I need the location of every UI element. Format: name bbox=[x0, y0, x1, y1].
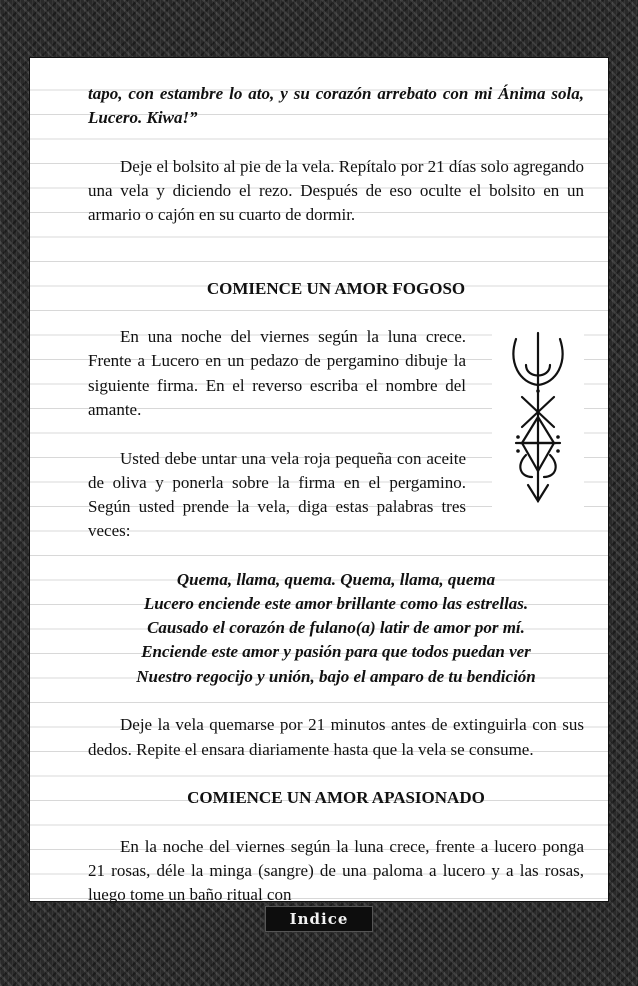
poem-line: Lucero enciende este amor brillante como las estrellas. bbox=[143, 594, 529, 614]
spell-closing-line: tapo, con estambre lo ato, y su corazón arrebato con mi Ánima sola, Lucero. Kiwa!” bbox=[88, 84, 584, 128]
spacer bbox=[88, 252, 584, 277]
veve-signature-icon bbox=[492, 325, 584, 521]
left-column bbox=[88, 325, 466, 543]
index-button[interactable]: Indice bbox=[265, 906, 373, 932]
ritual-paragraph-1: En una noche del viernes según la luna crece. Frente a Lucero en un pedazo de pergamino dibuje la siguiente firma. En el reverso escriba el nombre del amante. bbox=[88, 327, 466, 419]
instruction-paragraph: Deje el bolsito al pie de la vela. Repítalo por 21 días solo agregando una vela y diciendo el rezo. Después de eso oculte el bolsito en un armario o cajón en su cuarto de dormir. bbox=[88, 156, 584, 225]
incantation-poem bbox=[88, 568, 584, 689]
spacer bbox=[88, 228, 584, 253]
text-with-figure bbox=[88, 325, 584, 543]
spacer bbox=[88, 543, 584, 568]
ritual-paragraph-4: En la noche del viernes según la luna crece, frente a lucero ponga 21 rosas, déle la minga (sangre) de una paloma a lucero y a las rosas, luego tome un baño ritual con bbox=[88, 836, 584, 905]
document-page bbox=[30, 58, 608, 905]
spacer bbox=[88, 762, 584, 787]
spacer bbox=[88, 689, 584, 714]
spacer bbox=[88, 130, 584, 155]
poem-line: Causado el corazón de fulano(a) latir de amor por mí. bbox=[147, 618, 525, 638]
footer-nav bbox=[0, 906, 638, 932]
page-content bbox=[88, 82, 584, 908]
section-heading-amor-apasionado: COMIENCE UN AMOR APASIONADO bbox=[187, 788, 485, 808]
poem-line: Enciende este amor y pasión para que todos puedan ver bbox=[141, 642, 531, 662]
spacer bbox=[88, 301, 584, 326]
veve-signature-figure bbox=[492, 325, 584, 521]
poem-line: Quema, llama, quema. Quema, llama, quema bbox=[176, 569, 496, 589]
poem-line: Nuestro regocijo y unión, bajo el amparo de tu bendición bbox=[136, 666, 536, 686]
spacer bbox=[88, 422, 466, 447]
ritual-paragraph-2: Usted debe untar una vela roja pequeña con aceite de oliva y ponerla sobre la firma en el pergamino. Según usted prende la vela, diga estas palabras tres veces: bbox=[88, 448, 466, 541]
spacer bbox=[88, 810, 584, 835]
ritual-paragraph-3: Deje la vela quemarse por 21 minutos antes de extinguirla con sus dedos. Repite el ensara diariamente hasta que la vela se consume. bbox=[88, 715, 584, 759]
section-heading-amor-fogoso: COMIENCE UN AMOR FOGOSO bbox=[206, 278, 466, 298]
